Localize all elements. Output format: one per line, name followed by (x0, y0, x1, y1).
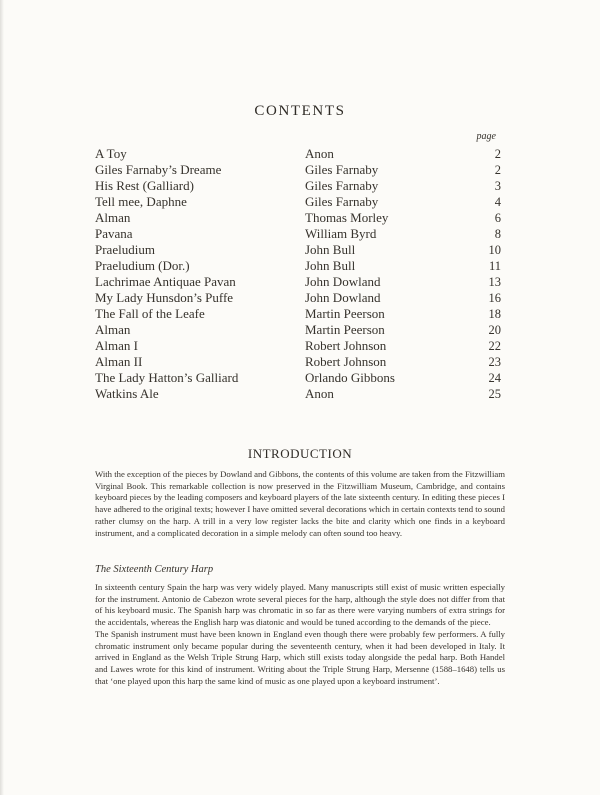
introduction-heading: INTRODUCTION (247, 446, 353, 461)
toc-page-number: 23 (488, 355, 501, 369)
toc-piece-title: Alman II (95, 354, 143, 369)
toc-page-number: 20 (488, 323, 501, 337)
toc-composer: John Bull (305, 242, 356, 257)
toc-piece-title: Alman (95, 322, 131, 337)
toc-page-number: 10 (488, 243, 501, 257)
toc-piece-title: His Rest (Galliard) (95, 178, 194, 193)
toc-piece-title: Giles Farnaby’s Dreame (95, 162, 222, 177)
toc-composer: Giles Farnaby (305, 194, 379, 209)
page-column-label: page (476, 131, 496, 142)
toc-composer: Thomas Morley (305, 210, 389, 225)
toc-row (95, 274, 505, 290)
toc-composer: John Bull (305, 258, 356, 273)
toc-page-number: 3 (494, 179, 501, 193)
toc-piece-title: Pavana (95, 226, 133, 241)
harp-section-heading: The Sixteenth Century Harp (95, 564, 214, 575)
toc-row (95, 226, 505, 242)
toc-page-number: 11 (488, 259, 501, 273)
harp-section-paragraphs (95, 582, 505, 687)
toc-piece-title: Alman (95, 210, 131, 225)
toc-composer: John Dowland (305, 274, 381, 289)
toc-piece-title: Tell mee, Daphne (95, 194, 187, 209)
toc-page-number: 6 (494, 211, 501, 225)
toc-row (95, 242, 505, 258)
toc-composer: Anon (305, 146, 334, 161)
toc-row (95, 258, 505, 274)
toc-composer: Giles Farnaby (305, 178, 379, 193)
toc-page-number: 8 (494, 227, 501, 241)
toc-piece-title: The Fall of the Leafe (95, 306, 205, 321)
toc-page-number: 22 (488, 339, 501, 353)
toc-row (95, 194, 505, 210)
toc-row (95, 370, 505, 386)
toc-piece-title: The Lady Hatton’s Galliard (95, 370, 239, 385)
toc-piece-title: Praeludium (Dor.) (95, 258, 190, 273)
toc-piece-title: Lachrimae Antiquae Pavan (95, 274, 236, 289)
toc-row (95, 322, 505, 338)
toc-piece-title: Alman I (95, 338, 138, 353)
toc-composer: William Byrd (305, 226, 377, 241)
toc-page-number: 4 (494, 195, 501, 209)
toc-row (95, 178, 505, 194)
toc-composer: Robert Johnson (305, 354, 387, 369)
toc-page-number: 18 (488, 307, 501, 321)
toc-piece-title: My Lady Hunsdon’s Puffe (95, 290, 234, 305)
toc-composer: John Dowland (305, 290, 381, 305)
toc-page-number: 2 (494, 163, 501, 177)
toc-row (95, 290, 505, 306)
toc-piece-title: A Toy (95, 146, 127, 161)
harp-paragraph-1: In sixteenth century Spain the harp was very widely played. Many manuscripts still exist of music written especially for the instrument. Antonio de Cabezon wrote several pieces for the harp, although the style does not differ from that of his keyboard music. The Spanish harp was chromatic in so far as there were varying numbers of extra strings for the accidentals, whereas the English harp was diatonic and would be tuned according to the demands of the piece. (95, 582, 505, 628)
toc-composer: Giles Farnaby (305, 162, 379, 177)
toc-composer: Anon (305, 386, 334, 401)
toc-row (95, 386, 505, 402)
toc-row (95, 146, 505, 162)
toc-page-number: 13 (488, 275, 501, 289)
harp-paragraph-2: The Spanish instrument must have been known in England even though there were probably few performers. A fully chromatic instrument only became popular during the seventeenth century, when it had been developed in Italy. It arrived in England as the Welsh Triple Strung Harp, which still exists today alongside the pedal harp. Both Handel and Lawes wrote for this kind of instrument. Writing about the Triple Strung Harp, Mersenne (1588–1648) tells us that ‘one played upon this harp the same kind of music as one played upon a keyboard instrument’. (95, 628, 505, 686)
toc-page-number: 16 (488, 291, 501, 305)
toc-page-number: 2 (494, 147, 501, 161)
toc-piece-title: Praeludium (95, 242, 155, 257)
contents-list (95, 146, 505, 402)
page-edge-shadow (0, 0, 4, 795)
toc-row (95, 338, 505, 354)
contents-heading: CONTENTS (254, 103, 346, 119)
toc-row (95, 210, 505, 226)
toc-composer: Martin Peerson (305, 322, 385, 337)
introduction-paragraph: With the exception of the pieces by Dowland and Gibbons, the contents of this volume are taken from the Fitzwilliam Virginal Book. This remarkable collection is now preserved in the Fitzwilliam Museum, Cambridge, and contains keyboard pieces by the leading composers and keyboard players of the late sixteenth century. In editing these pieces I have adhered to the original texts; however I have omitted several decorations which in certain contexts tend to sound rather clumsy on the harp. A trill in a very low register lacks the bite and clarity which one finds in a keyboard instrument, and a complicated decoration in a simple melody can often sound too heavy. (95, 469, 505, 538)
toc-page-number: 25 (488, 387, 501, 401)
toc-row (95, 354, 505, 370)
toc-page-number: 24 (488, 371, 501, 385)
toc-composer: Robert Johnson (305, 338, 387, 353)
toc-row (95, 162, 505, 178)
page-content (95, 0, 505, 795)
toc-composer: Orlando Gibbons (305, 370, 395, 385)
toc-composer: Martin Peerson (305, 306, 385, 321)
toc-row (95, 306, 505, 322)
toc-piece-title: Watkins Ale (95, 386, 159, 401)
